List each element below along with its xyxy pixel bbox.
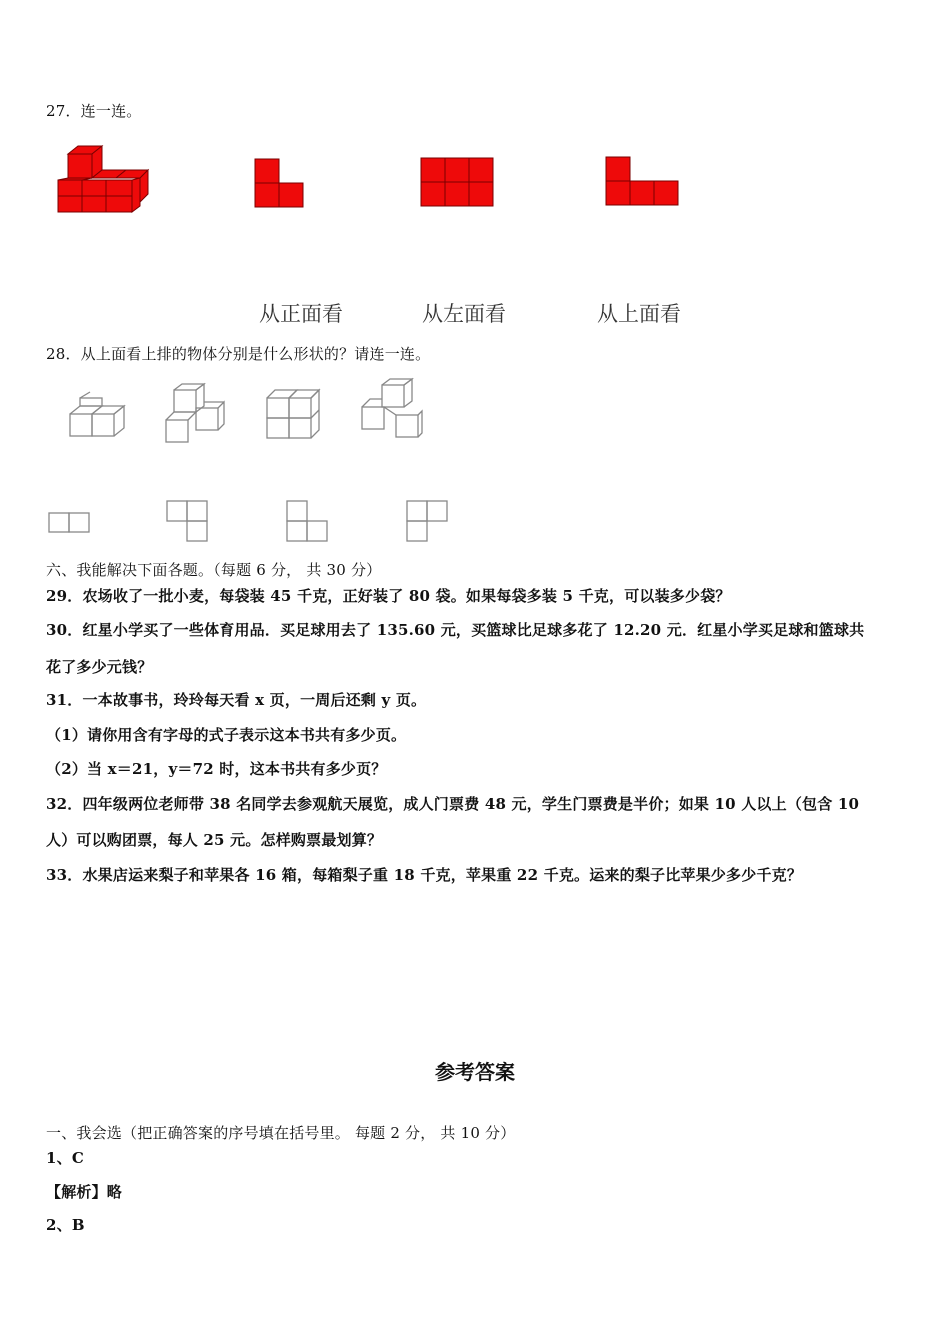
answer-2: 2、B	[46, 1216, 85, 1234]
q27-view-shape-b	[420, 157, 496, 209]
view-label-top: 从上面看	[597, 302, 681, 326]
answer-1: 1、C	[46, 1149, 84, 1167]
q28-topview-4	[406, 500, 452, 544]
question-33: 33．水果店运来梨子和苹果各 16 箱，每箱梨子重 18 千克，苹果重 22 千克。运来的梨子比苹果少多少千克？	[46, 866, 803, 884]
q28-topview-2	[166, 500, 212, 544]
question-30-line2: 花了多少元钱？	[46, 658, 153, 676]
view-label-front: 从正面看	[259, 302, 343, 326]
question-30-line1: 30．红星小学买了一些体育用品．买足球用去了 135.60 元，买篮球比足球多花了 12.20 元．红星小学买足球和篮球共	[46, 621, 865, 639]
question-31-part1: （1）请你用含有字母的式子表示这本书共有多少页。	[46, 726, 407, 744]
view-label-left: 从左面看	[422, 302, 506, 326]
q27-view-shape-a	[254, 158, 306, 210]
q28-topview-1	[48, 512, 92, 534]
question-31-part2: （2）当 x＝21，y＝72 时，这本书共有多少页？	[46, 760, 387, 778]
answers-section1-heading: 一、我会选（把正确答案的序号填在括号里。 每题 2 分， 共 10 分）	[46, 1124, 516, 1142]
q28-object-4	[358, 377, 426, 443]
answer-1-analysis: 【解析】略	[46, 1183, 123, 1201]
q28-object-3	[264, 386, 322, 442]
question-32-line1: 32．四年级两位老师带 38 名同学去参观航天展览，成人门票费 48 元，学生门票费是半价；如果 10 人以上（包含 10	[46, 795, 860, 813]
question-29: 29．农场收了一批小麦，每袋装 45 千克，正好装了 80 袋。如果每袋多装 5 千克，可以装多少袋？	[46, 587, 731, 605]
q28-topview-3	[286, 500, 332, 544]
q28-object-1	[67, 396, 125, 442]
answers-title: 参考答案	[435, 1060, 515, 1084]
q28-object-2	[162, 384, 226, 446]
section6-heading: 六、我能解决下面各题。（每题 6 分， 共 30 分）	[46, 561, 382, 579]
question-31: 31．一本故事书，玲玲每天看 x 页，一周后还剩 y 页。	[46, 691, 427, 709]
q27-view-shape-c	[605, 156, 681, 208]
q28-title: 28．从上面看上排的物体分别是什么形状的？请连一连。	[46, 345, 431, 363]
q27-title: 27．连一连。	[46, 102, 142, 120]
question-32-line2: 人）可以购团票，每人 25 元。怎样购票最划算？	[46, 831, 383, 849]
q27-3d-cube-figure	[50, 144, 150, 216]
